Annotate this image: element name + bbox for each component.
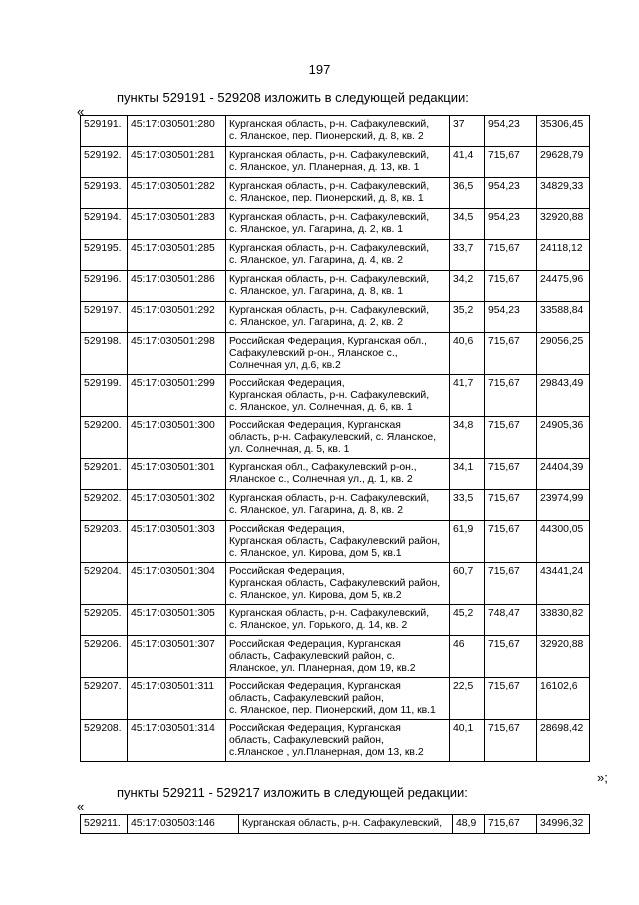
address-cell — [226, 302, 450, 333]
cadastral-value-cell: 24404,39 — [537, 459, 590, 490]
rate-cell: 715,67 — [485, 271, 537, 302]
area-cell: 34,1 — [450, 459, 485, 490]
rate-cell: 715,67 — [485, 240, 537, 271]
address-line: область, Сафакулевский район, — [229, 693, 384, 704]
address-line: с. Яланское, ул. Кирова, дом 5, кв.1 — [229, 548, 402, 559]
cadastral-value-cell: 23974,99 — [537, 490, 590, 521]
rate-cell: 715,67 — [485, 417, 537, 459]
cadastral-number-cell: 45:17:030501:307 — [128, 636, 226, 678]
address-cell — [226, 636, 450, 678]
cadastral-value-cell: 29843,49 — [537, 375, 590, 417]
cadastral-number-cell: 45:17:030501:282 — [128, 178, 226, 209]
row-number-cell: 529202. — [81, 490, 128, 521]
address-cell — [226, 209, 450, 240]
area-cell: 34,5 — [450, 209, 485, 240]
address-cell — [226, 178, 450, 209]
table-row — [81, 333, 590, 375]
rate-cell: 715,67 — [485, 815, 537, 834]
address-line: Российская Федерация, Курганская — [229, 681, 401, 692]
table-row — [81, 116, 590, 147]
row-number-cell: 529196. — [81, 271, 128, 302]
rate-cell: 715,67 — [485, 459, 537, 490]
address-cell — [226, 271, 450, 302]
address-cell — [226, 521, 450, 563]
address-line: Яланское, ул. Планерная, дом 19, кв.2 — [229, 663, 416, 674]
area-cell: 40,1 — [450, 720, 485, 762]
address-line: область, Сафакулевский район, с. — [229, 651, 395, 662]
cadastral-number-cell: 45:17:030501:301 — [128, 459, 226, 490]
row-number-cell: 529204. — [81, 563, 128, 605]
table-row — [81, 678, 590, 720]
rate-cell: 715,67 — [485, 636, 537, 678]
address-cell — [226, 678, 450, 720]
row-number-cell: 529199. — [81, 375, 128, 417]
cadastral-number-cell: 45:17:030503:146 — [128, 815, 239, 834]
address-line: с.Яланское , ул.Планерная, дом 13, кв.2 — [229, 747, 424, 758]
address-line: с. Яланское, пер. Пионерский, дом 11, кв.1 — [229, 705, 436, 716]
address-line: Курганская область, Сафакулевский район, — [229, 578, 441, 589]
address-line: Курганская область, р-н. Сафакулевский, — [242, 818, 443, 829]
cadastral-value-cell: 24475,96 — [537, 271, 590, 302]
section1-open-quote: « — [77, 104, 85, 119]
table-row — [81, 636, 590, 678]
cadastral-number-cell: 45:17:030501:314 — [128, 720, 226, 762]
address-cell — [239, 815, 453, 834]
address-cell — [226, 375, 450, 417]
address-line: с. Яланское, ул. Гагарина, д. 8, кв. 1 — [229, 286, 404, 297]
address-cell — [226, 563, 450, 605]
area-cell: 22,5 — [450, 678, 485, 720]
area-cell: 41,7 — [450, 375, 485, 417]
address-line: с. Яланское, ул. Гагарина, д. 4, кв. 2 — [229, 255, 404, 266]
area-cell: 46 — [450, 636, 485, 678]
rate-cell: 748,47 — [485, 605, 537, 636]
rate-cell: 954,23 — [485, 178, 537, 209]
area-cell: 40,6 — [450, 333, 485, 375]
address-line: Курганская область, р-н. Сафакулевский, — [229, 274, 430, 285]
area-cell: 34,8 — [450, 417, 485, 459]
address-line: Сафакулевский р-он., Яланское с., — [229, 348, 398, 359]
table-row — [81, 178, 590, 209]
address-line: с. Яланское, ул. Солнечная, д. 6, кв. 1 — [229, 402, 413, 413]
row-number-cell: 529191. — [81, 116, 128, 147]
cadastral-value-cell: 43441,24 — [537, 563, 590, 605]
area-cell: 33,5 — [450, 490, 485, 521]
address-cell — [226, 459, 450, 490]
rate-cell: 715,67 — [485, 147, 537, 178]
cadastral-value-cell: 33588,84 — [537, 302, 590, 333]
cadastral-number-cell: 45:17:030501:283 — [128, 209, 226, 240]
cadastral-number-cell: 45:17:030501:298 — [128, 333, 226, 375]
table-row — [81, 563, 590, 605]
cadastral-value-cell: 34829,33 — [537, 178, 590, 209]
cadastral-value-cell: 34996,32 — [537, 815, 590, 834]
row-number-cell: 529198. — [81, 333, 128, 375]
address-cell — [226, 116, 450, 147]
address-line: Курганская область, р-н. Сафакулевский, — [229, 493, 430, 504]
row-number-cell: 529207. — [81, 678, 128, 720]
address-line: с. Яланское, ул. Гагарина, д. 2, кв. 1 — [229, 224, 404, 235]
section1-intro: пункты 529191 - 529208 изложить в следующей редакции: — [117, 90, 469, 105]
address-line: Курганская область, р-н. Сафакулевский, — [229, 119, 430, 130]
row-number-cell: 529192. — [81, 147, 128, 178]
area-cell: 45,2 — [450, 605, 485, 636]
rate-cell: 715,67 — [485, 333, 537, 375]
address-line: с. Яланское, пер. Пионерский, д. 8, кв. 2 — [229, 131, 424, 142]
address-cell — [226, 240, 450, 271]
table-row — [81, 521, 590, 563]
section1-table — [80, 115, 590, 762]
address-line: с. Яланское, ул. Гагарина, д. 2, кв. 2 — [229, 317, 404, 328]
address-line: Курганская область, р-н. Сафакулевский, — [229, 150, 430, 161]
address-cell — [226, 147, 450, 178]
section1-close-quote: »; — [597, 770, 608, 785]
table-row — [81, 720, 590, 762]
row-number-cell: 529201. — [81, 459, 128, 490]
row-number-cell: 529205. — [81, 605, 128, 636]
address-line: Российская Федерация, — [229, 378, 345, 389]
area-cell: 60,7 — [450, 563, 485, 605]
cadastral-value-cell: 44300,05 — [537, 521, 590, 563]
cadastral-number-cell: 45:17:030501:303 — [128, 521, 226, 563]
cadastral-value-cell: 16102,6 — [537, 678, 590, 720]
row-number-cell: 529193. — [81, 178, 128, 209]
address-line: Яланское с., Солнечная ул., д. 1, кв. 2 — [229, 474, 413, 485]
address-cell — [226, 720, 450, 762]
row-number-cell: 529197. — [81, 302, 128, 333]
cadastral-value-cell: 33830,82 — [537, 605, 590, 636]
area-cell: 36,5 — [450, 178, 485, 209]
address-line: ул. Солнечная, д. 5, кв. 1 — [229, 444, 350, 455]
section2-table — [80, 814, 590, 834]
cadastral-number-cell: 45:17:030501:285 — [128, 240, 226, 271]
address-line: с. Яланское, ул. Горького, д. 14, кв. 2 — [229, 620, 408, 631]
area-cell: 37 — [450, 116, 485, 147]
cadastral-number-cell: 45:17:030501:292 — [128, 302, 226, 333]
cadastral-value-cell: 35306,45 — [537, 116, 590, 147]
table-row — [81, 815, 590, 834]
address-cell — [226, 490, 450, 521]
row-number-cell: 529206. — [81, 636, 128, 678]
address-line: Курганская область, р-н. Сафакулевский, — [229, 243, 430, 254]
rate-cell: 954,23 — [485, 116, 537, 147]
address-line: с. Яланское, ул. Кирова, дом 5, кв.2 — [229, 590, 402, 601]
row-number-cell: 529195. — [81, 240, 128, 271]
cadastral-number-cell: 45:17:030501:299 — [128, 375, 226, 417]
address-line: Российская Федерация, Курганская — [229, 639, 401, 650]
address-line: Курганская область, р-н. Сафакулевский, — [229, 181, 430, 192]
address-line: Солнечная ул, д.6, кв.2 — [229, 360, 341, 371]
row-number-cell: 529211. — [81, 815, 128, 834]
cadastral-value-cell: 29628,79 — [537, 147, 590, 178]
rate-cell: 715,67 — [485, 375, 537, 417]
table-row — [81, 147, 590, 178]
area-cell: 33,7 — [450, 240, 485, 271]
rate-cell: 715,67 — [485, 563, 537, 605]
address-line: Курганская область, р-н. Сафакулевский, — [229, 608, 430, 619]
section2-open-quote: « — [77, 799, 85, 814]
cadastral-number-cell: 45:17:030501:302 — [128, 490, 226, 521]
address-line: Курганская обл., Сафакулевский р-он., — [229, 462, 417, 473]
row-number-cell: 529200. — [81, 417, 128, 459]
cadastral-value-cell: 24905,36 — [537, 417, 590, 459]
cadastral-value-cell: 29056,25 — [537, 333, 590, 375]
address-line: область, р-н. Сафакулевский, с. Яланское, — [229, 432, 437, 443]
table-row — [81, 302, 590, 333]
address-line: Курганская область, Сафакулевский район, — [229, 536, 441, 547]
rate-cell: 715,67 — [485, 720, 537, 762]
table-row — [81, 375, 590, 417]
cadastral-value-cell: 24118,12 — [537, 240, 590, 271]
rate-cell: 954,23 — [485, 302, 537, 333]
cadastral-number-cell: 45:17:030501:311 — [128, 678, 226, 720]
cadastral-number-cell: 45:17:030501:286 — [128, 271, 226, 302]
cadastral-value-cell: 28698,42 — [537, 720, 590, 762]
rate-cell: 715,67 — [485, 490, 537, 521]
rate-cell: 954,23 — [485, 209, 537, 240]
table-row — [81, 271, 590, 302]
address-line: Российская Федерация, Курганская обл., — [229, 336, 427, 347]
cadastral-number-cell: 45:17:030501:300 — [128, 417, 226, 459]
address-line: Курганская область, р-н. Сафакулевский, — [229, 212, 430, 223]
address-cell — [226, 417, 450, 459]
cadastral-number-cell: 45:17:030501:281 — [128, 147, 226, 178]
table-row — [81, 240, 590, 271]
table-row — [81, 605, 590, 636]
area-cell: 41,4 — [450, 147, 485, 178]
address-line: Российская Федерация, Курганская — [229, 723, 401, 734]
page-number: 197 — [308, 62, 331, 77]
section2-intro: пункты 529211 - 529217 изложить в следующей редакции: — [117, 785, 468, 800]
row-number-cell: 529194. — [81, 209, 128, 240]
address-line: Российская Федерация, — [229, 566, 345, 577]
address-line: Российская Федерация, Курганская — [229, 420, 401, 431]
table-row — [81, 459, 590, 490]
area-cell: 61,9 — [450, 521, 485, 563]
rate-cell: 715,67 — [485, 678, 537, 720]
table-row — [81, 209, 590, 240]
address-line: с. Яланское, ул. Планерная, д. 13, кв. 1 — [229, 162, 420, 173]
area-cell: 48,9 — [453, 815, 485, 834]
cadastral-number-cell: 45:17:030501:280 — [128, 116, 226, 147]
row-number-cell: 529203. — [81, 521, 128, 563]
address-line: Курганская область, р-н. Сафакулевский, — [229, 390, 430, 401]
cadastral-value-cell: 32920,88 — [537, 209, 590, 240]
cadastral-value-cell: 32920,88 — [537, 636, 590, 678]
table-row — [81, 417, 590, 459]
area-cell: 34,2 — [450, 271, 485, 302]
address-cell — [226, 333, 450, 375]
address-line: с. Яланское, пер. Пионерский, д. 8, кв. 1 — [229, 193, 424, 204]
address-line: Курганская область, р-н. Сафакулевский, — [229, 305, 430, 316]
row-number-cell: 529208. — [81, 720, 128, 762]
cadastral-number-cell: 45:17:030501:304 — [128, 563, 226, 605]
area-cell: 35,2 — [450, 302, 485, 333]
cadastral-number-cell: 45:17:030501:305 — [128, 605, 226, 636]
address-line: область, Сафакулевский район, — [229, 735, 384, 746]
address-line: Российская Федерация, — [229, 524, 345, 535]
rate-cell: 715,67 — [485, 521, 537, 563]
address-cell — [226, 605, 450, 636]
address-line: с. Яланское, ул. Гагарина, д. 8, кв. 2 — [229, 505, 404, 516]
table-row — [81, 490, 590, 521]
